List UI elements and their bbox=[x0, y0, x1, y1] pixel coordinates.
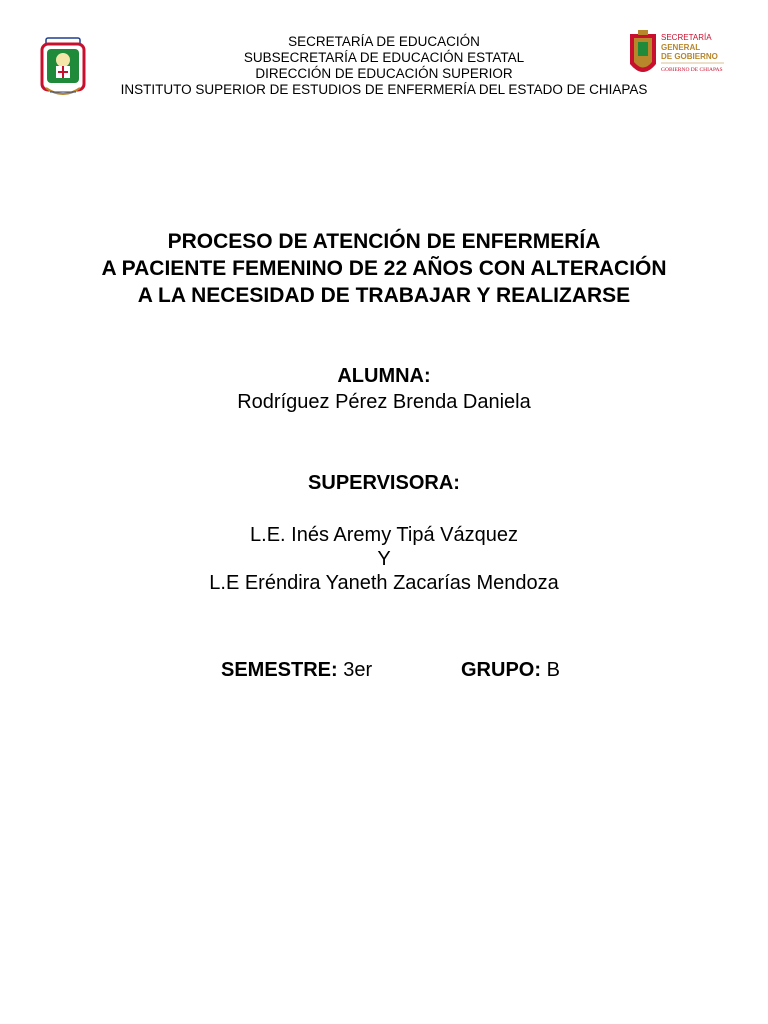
supervisora-section bbox=[0, 471, 768, 595]
alumna-name: Rodríguez Pérez Brenda Daniela bbox=[237, 391, 531, 413]
supervisora-name-1: L.E. Inés Aremy Tipá Vázquez bbox=[250, 524, 518, 546]
logo-text-general: GENERAL bbox=[661, 43, 701, 52]
title-line-3: A LA NECESIDAD DE TRABAJAR Y REALIZARSE bbox=[137, 284, 631, 307]
supervisora-label: SUPERVISORA: bbox=[308, 472, 460, 494]
title-line-1: PROCESO DE ATENCIÓN DE ENFERMERÍA bbox=[167, 230, 601, 253]
grupo-value: B bbox=[546, 659, 560, 681]
supervisora-name-2: L.E Eréndira Yaneth Zacarías Mendoza bbox=[209, 572, 559, 594]
semestre-value: 3er bbox=[343, 659, 373, 681]
supervisora-connector: Y bbox=[377, 548, 391, 570]
title-line-2: A PACIENTE FEMENINO DE 22 AÑOS CON ALTERACIÓN bbox=[101, 257, 667, 280]
alumna-section bbox=[0, 364, 768, 414]
semestre-label: SEMESTRE: bbox=[221, 659, 344, 681]
header-line-secretaria: SECRETARÍA DE EDUCACIÓN bbox=[288, 34, 480, 49]
grupo-label: GRUPO: bbox=[461, 659, 547, 681]
alumna-label: ALUMNA: bbox=[337, 365, 431, 387]
header-line-direccion: DIRECCIÓN DE EDUCACIÓN SUPERIOR bbox=[255, 66, 513, 81]
logo-text-de-gobierno: DE GOBIERNO bbox=[661, 52, 718, 61]
document-title bbox=[0, 228, 768, 309]
grupo-field bbox=[461, 658, 560, 682]
logo-text-secretaria: SECRETARÍA bbox=[661, 33, 712, 42]
header-line-subsecretaria: SUBSECRETARÍA DE EDUCACIÓN ESTATAL bbox=[243, 50, 525, 65]
document-header bbox=[0, 34, 768, 98]
header-line-instituto: INSTITUTO SUPERIOR DE ESTUDIOS DE ENFERMERÍA DEL ESTADO DE CHIAPAS bbox=[120, 82, 648, 97]
semestre-field bbox=[221, 658, 372, 682]
logo-text-gobierno-chiapas: GOBIERNO DE CHIAPAS bbox=[661, 67, 723, 73]
